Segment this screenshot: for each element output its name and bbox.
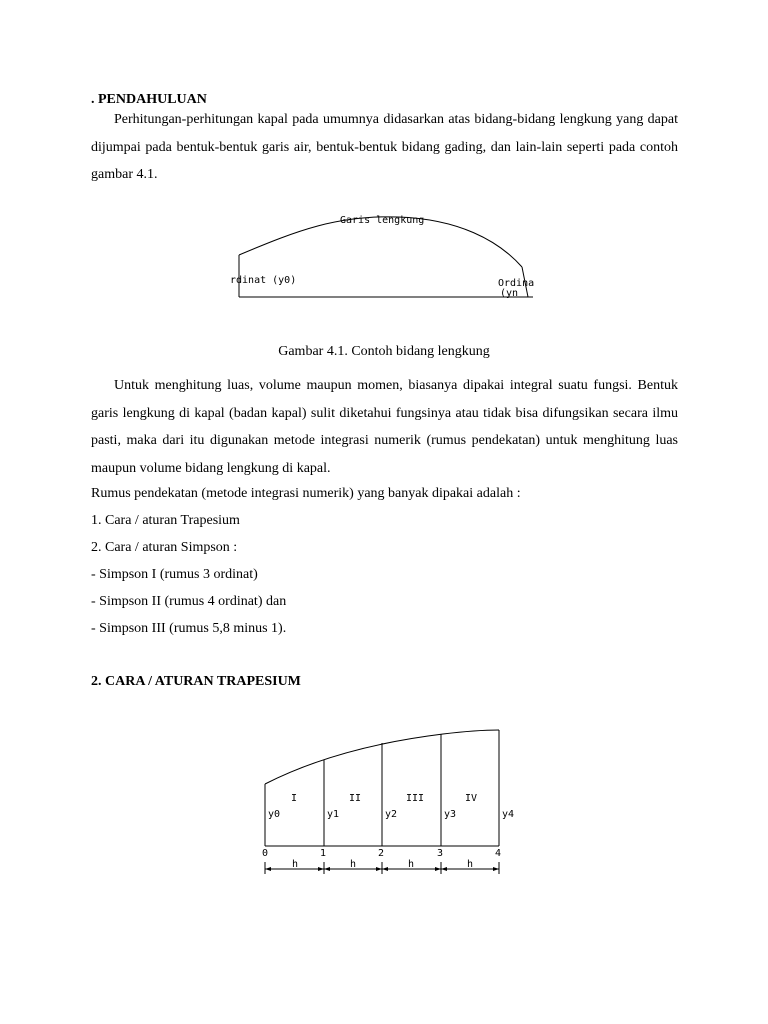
figure-curved-area <box>228 205 543 305</box>
trap-station-label: 2 <box>378 848 385 859</box>
list-item-simpson-2: - Simpson II (rumus 4 ordinat) dan <box>91 594 287 609</box>
trap-ordinate-label: y0 <box>268 809 281 820</box>
section-heading-pendahuluan: . PENDAHULUAN <box>91 92 207 107</box>
list-item-simpson: 2. Cara / aturan Simpson : <box>91 540 238 555</box>
paragraph-method <box>91 372 678 482</box>
trap-station-label: 1 <box>320 848 327 859</box>
trap-segment-label: II <box>349 793 362 804</box>
figure-right-label-1: Ordina <box>498 278 535 289</box>
formula-intro-line: Rumus pendekatan (metode integrasi numerik) yang banyak dipakai adalah : <box>91 486 521 501</box>
list-item-simpson-1: - Simpson I (rumus 3 ordinat) <box>91 567 258 582</box>
trap-arrow <box>382 867 388 871</box>
figure-caption: Gambar 4.1. Contoh bidang lengkung <box>278 344 490 359</box>
trap-arrow <box>435 867 441 871</box>
paragraph-intro-text: Perhitungan-perhitungan kapal pada umumnya didasarkan atas bidang-bidang lengkung yang dapat dijumpai pada bentuk-bentuk garis air, bentuk-bentuk bidang gading, dan lain-lain seperti pada contoh gambar 4.1. <box>91 112 678 182</box>
trap-segment-label: I <box>291 793 298 804</box>
trap-segment-label: III <box>406 793 425 804</box>
trap-spacing-label: h <box>292 859 299 870</box>
trap-arrow <box>376 867 382 871</box>
trap-arrow <box>493 867 499 871</box>
trap-spacing-label: h <box>350 859 357 870</box>
trap-spacing-label: h <box>408 859 415 870</box>
figure-left-label: rdinat (y0) <box>230 275 297 286</box>
trap-station-label: 4 <box>495 848 502 859</box>
trap-segment-label: IV <box>465 793 478 804</box>
trap-ordinate-label: y4 <box>502 809 515 820</box>
trap-spacing-label: h <box>467 859 474 870</box>
section-heading-trapesium: 2. CARA / ATURAN TRAPESIUM <box>91 674 301 689</box>
trap-arrow <box>324 867 330 871</box>
paragraph-intro <box>91 106 678 189</box>
trap-station-label: 0 <box>262 848 269 859</box>
trap-arrow <box>318 867 324 871</box>
figure-curve-label: Garis lengkung <box>340 215 425 226</box>
paragraph-method-text: Untuk menghitung luas, volume maupun momen, biasanya dipakai integral suatu fungsi. Bentuk garis lengkung di kapal (badan kapal) sulit diketahui fungsinya atau tidak bisa difungsikan secara ilmu pasti, maka dari itu digunakan metode integrasi numerik (rumus pendekatan) untuk menghitung luas maupun volume bidang lengkung di kapal. <box>91 378 678 476</box>
trap-ordinate-label: y1 <box>327 809 340 820</box>
trap-ordinate-label: y3 <box>444 809 457 820</box>
figure-trapezoid-rule <box>258 722 520 880</box>
figure-right-label-2: (yn <box>500 288 519 299</box>
list-item-trapesium: 1. Cara / aturan Trapesium <box>91 513 240 528</box>
trap-arrow <box>265 867 271 871</box>
trap-ordinate-label: y2 <box>385 809 398 820</box>
trap-arrow <box>441 867 447 871</box>
list-item-simpson-3: - Simpson III (rumus 5,8 minus 1). <box>91 621 287 636</box>
trap-station-label: 3 <box>437 848 444 859</box>
